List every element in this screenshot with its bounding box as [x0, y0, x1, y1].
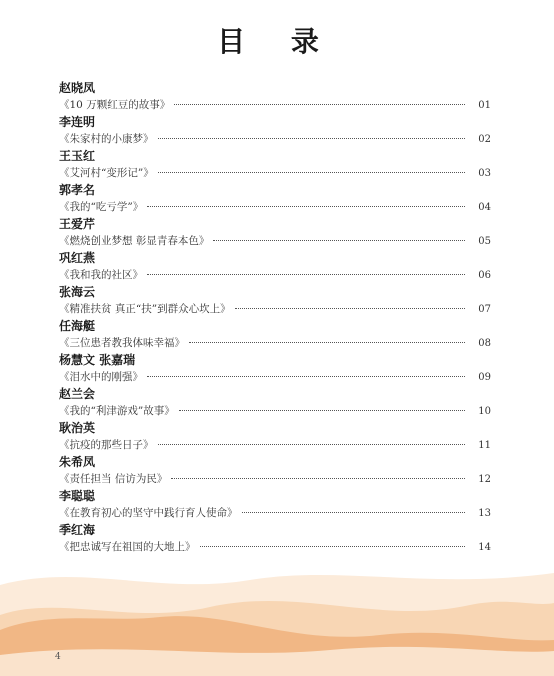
toc-author: 李连明 — [59, 115, 96, 129]
toc-entry[interactable] — [59, 284, 491, 318]
dot-leader — [179, 410, 465, 411]
dot-leader — [147, 376, 465, 377]
toc-author: 赵兰会 — [59, 387, 96, 401]
toc-line — [59, 471, 491, 488]
toc-work-title[interactable]: 《责任担当 信访为民》 — [59, 473, 168, 485]
toc-page-number: 02 — [478, 134, 491, 145]
toc-entry[interactable] — [59, 352, 491, 386]
dot-leader — [171, 478, 465, 479]
toc-work-title[interactable]: 《把忠诚写在祖国的大地上》 — [59, 541, 196, 553]
toc-author: 王玉红 — [59, 149, 96, 163]
dot-leader — [200, 546, 466, 547]
toc-work-title[interactable]: 《三位患者教我体味幸福》 — [59, 337, 185, 349]
page-folio-number: 4 — [55, 652, 61, 662]
toc-line — [59, 267, 491, 284]
toc-page-number: 05 — [478, 236, 491, 247]
toc-entry[interactable] — [59, 318, 491, 352]
page-title: 目 录 — [217, 25, 337, 58]
dot-leader — [158, 172, 465, 173]
toc-line — [59, 97, 491, 114]
toc-entry[interactable] — [59, 250, 491, 284]
toc-line — [59, 301, 491, 318]
toc-author: 张海云 — [59, 285, 96, 299]
toc-entry[interactable] — [59, 420, 491, 454]
toc-line — [59, 165, 491, 182]
toc-author: 赵晓凤 — [59, 81, 96, 95]
toc-page-number: 12 — [478, 474, 491, 485]
toc-page-number: 14 — [478, 542, 491, 553]
toc-author: 郭孝名 — [59, 183, 96, 197]
dot-leader — [158, 444, 466, 445]
dot-leader — [158, 138, 466, 139]
toc-author: 季红海 — [59, 523, 96, 537]
toc-entry[interactable] — [59, 216, 491, 250]
dot-leader — [174, 104, 465, 105]
toc-author: 杨慧文 张嘉瑞 — [59, 353, 136, 367]
toc-work-title[interactable]: 《抗疫的那些日子》 — [59, 439, 154, 451]
toc-work-title[interactable]: 《我和我的社区》 — [59, 269, 143, 281]
dot-leader — [235, 308, 465, 309]
toc-line — [59, 131, 491, 148]
dot-leader — [189, 342, 465, 343]
dot-leader — [213, 240, 465, 241]
toc-work-title[interactable]: 《我的“吃亏学”》 — [59, 201, 144, 213]
toc-page-number: 11 — [478, 440, 491, 451]
toc-entry[interactable] — [59, 454, 491, 488]
toc-entry[interactable] — [59, 114, 491, 148]
sand-dune-decoration — [0, 555, 554, 676]
toc-page-number: 03 — [478, 168, 491, 179]
toc-line — [59, 369, 491, 386]
toc-page-number: 08 — [478, 338, 491, 349]
table-of-contents — [59, 80, 491, 556]
toc-page-number: 09 — [478, 372, 491, 383]
toc-entry[interactable] — [59, 386, 491, 420]
toc-author: 任海艇 — [59, 319, 96, 333]
toc-author: 巩红燕 — [59, 251, 96, 265]
toc-work-title[interactable]: 《艾河村“变形记”》 — [59, 167, 154, 179]
toc-work-title[interactable]: 《在教育初心的坚守中践行育人使命》 — [59, 507, 238, 519]
toc-page-number: 04 — [478, 202, 491, 213]
toc-entry[interactable] — [59, 488, 491, 522]
toc-line — [59, 403, 491, 420]
toc-page-number: 07 — [478, 304, 491, 315]
toc-work-title[interactable]: 《精准扶贫 真正“扶”到群众心坎上》 — [59, 303, 231, 315]
toc-work-title[interactable]: 《10 万颗红豆的故事》 — [59, 99, 171, 111]
toc-work-title[interactable]: 《我的“利津游戏”故事》 — [59, 405, 175, 417]
toc-page-number: 01 — [478, 100, 491, 111]
toc-line — [59, 437, 491, 454]
toc-author: 王爱芹 — [59, 217, 96, 231]
toc-entry[interactable] — [59, 80, 491, 114]
toc-page-number: 13 — [478, 508, 491, 519]
toc-line — [59, 233, 491, 250]
dot-leader — [147, 274, 465, 275]
toc-work-title[interactable]: 《燃烧创业梦想 彰显青春本色》 — [59, 235, 210, 247]
toc-line — [59, 505, 491, 522]
toc-author: 李聪聪 — [59, 489, 96, 503]
toc-author: 朱希凤 — [59, 455, 96, 469]
toc-entry[interactable] — [59, 522, 491, 556]
toc-page-number: 10 — [478, 406, 491, 417]
toc-line — [59, 199, 491, 216]
toc-author: 耿治英 — [59, 421, 96, 435]
toc-work-title[interactable]: 《泪水中的刚强》 — [59, 371, 143, 383]
toc-page-number: 06 — [478, 270, 491, 281]
toc-line — [59, 539, 491, 556]
toc-line — [59, 335, 491, 352]
dot-leader — [242, 512, 466, 513]
toc-entry[interactable] — [59, 148, 491, 182]
toc-entry[interactable] — [59, 182, 491, 216]
dot-leader — [147, 206, 465, 207]
toc-work-title[interactable]: 《朱家村的小康梦》 — [59, 133, 154, 145]
